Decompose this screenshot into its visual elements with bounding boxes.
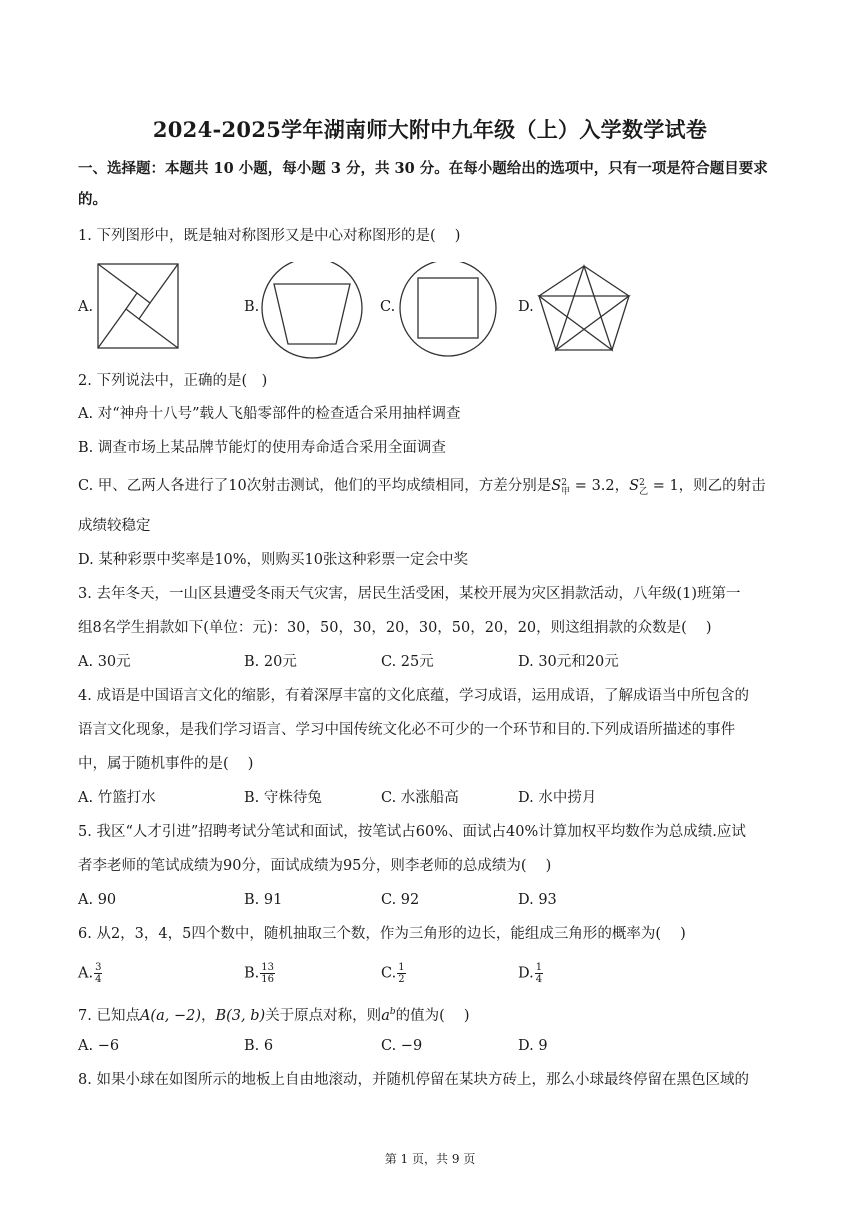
question-6-option-b (244, 962, 275, 985)
variance-value-1: = 3.2， (570, 478, 630, 494)
power-exponent: b (389, 1007, 396, 1017)
question-7-stem (78, 1002, 782, 1026)
question-7-option-b: B. 6 (244, 1038, 274, 1054)
question-4-option-c: C. 水涨船高 (381, 790, 459, 806)
option-d-label: D. (518, 299, 534, 315)
option-c-label: C. (380, 299, 396, 315)
subscript-jia: 甲 (561, 487, 571, 497)
question-8-line-1: 8. 如果小球在如图所示的地板上自由地滚动，并随机停留在某块方砖上，那么小球最终停留在黑色区域的 (78, 1072, 749, 1088)
stem-part: 的值为( ) (395, 1007, 470, 1024)
section-heading-cont: 的。 (78, 191, 107, 208)
question-7-option-d: D. 9 (518, 1038, 548, 1054)
question-5-option-c: C. 92 (381, 892, 420, 908)
question-3-line-1: 3. 去年冬天，一山区县遭受冬雨天气灾害，居民生活受困，某校开展为灾区捐款活动，八年级(1)班第一 (78, 586, 741, 602)
denominator: 16 (261, 974, 274, 985)
question-5-option-a: A. 90 (78, 892, 117, 908)
page-footer: 第 1 页，共 9 页 (384, 1152, 476, 1166)
question-6-option-a (78, 962, 102, 985)
option-a-label: A. (78, 299, 94, 315)
question-2-option-c-cont: 成绩较稳定 (78, 518, 151, 534)
subscript-yi: 乙 (639, 487, 649, 497)
question-5-line-1: 5. 我区“人才引进”招聘考试分笔试和面试，按笔试占60%、面试占40%计算加权平均数作为总成绩.应试 (78, 824, 746, 840)
question-6-option-c (381, 962, 406, 985)
stem-part: 7. 已知点 (78, 1007, 140, 1024)
option-label: D. (518, 965, 534, 982)
question-1-stem: 1. 下列图形中，既是轴对称图形又是中心对称图形的是( ) (78, 228, 461, 244)
variance-symbol-2: S (629, 478, 640, 494)
variance-symbol: S (551, 478, 562, 494)
separator: ， (200, 1007, 216, 1024)
fraction (260, 962, 275, 985)
question-3-line-2: 组8名学生捐款如下(单位：元)：30，50，30，20，30，50，20，20，则这组捐款的众数是( ) (78, 620, 712, 636)
fraction (94, 962, 102, 985)
question-6-stem: 6. 从2，3，4，5四个数中，随机抽取三个数，作为三角形的边长，能组成三角形的概率为( ) (78, 926, 686, 942)
trapezoid-in-circle-figure (260, 262, 364, 366)
option-label: B. (244, 965, 260, 982)
question-2-option-b: B. 调查市场上某品牌节能灯的使用寿命适合采用全面调查 (78, 440, 446, 456)
option-label: C. (381, 965, 397, 982)
question-5-option-d: D. 93 (518, 892, 557, 908)
question-3-option-b: B. 20元 (244, 654, 297, 670)
question-2-stem: 2. 下列说法中，正确的是( ) (78, 373, 268, 389)
question-4-line-3: 中，属于随机事件的是( ) (78, 756, 254, 772)
question-4-option-d: D. 水中捞月 (518, 790, 597, 806)
page-title: 2024-2025学年湖南师大附中九年级（上）入学数学试卷 (152, 117, 708, 142)
option-c-text: C. 甲、乙两人各进行了10次射击测试，他们的平均成绩相同，方差分别是 (78, 478, 552, 494)
question-2-option-a: A. 对“神舟十八号”载人飞船零部件的检查适合采用抽样调查 (78, 406, 461, 422)
variance-value-2: = 1，则乙的射击 (648, 478, 766, 494)
numerator: 3 (95, 962, 102, 973)
numerator: 1 (398, 962, 405, 973)
denominator: 4 (95, 974, 102, 985)
fraction (397, 962, 405, 985)
question-4-line-1: 4. 成语是中国语言文化的缩影，有着深厚丰富的文化底蕴，学习成语，运用成语，了解成语当中所包含的 (78, 688, 749, 704)
question-7-option-a: A. −6 (78, 1038, 120, 1054)
section-heading: 一、选择题：本题共 10 小题，每小题 3 分，共 30 分。在每小题给出的选项中，只有一项是符合题目要求 (78, 160, 768, 177)
question-7-option-c: C. −9 (381, 1038, 423, 1054)
numerator: 13 (261, 962, 274, 973)
square-in-circle-figure (398, 262, 498, 362)
power-base: a (381, 1007, 390, 1024)
question-3-option-d: D. 30元和20元 (518, 654, 619, 670)
point-b: B(3, b) (215, 1007, 266, 1024)
question-2-option-c: C. 甲、乙两人各进行了10次射击测试，他们的平均成绩相同，方差分别是S 2 甲 = 3.2，S 2 乙 = 1，则乙的射击 (78, 478, 766, 497)
stem-part: 关于原点对称，则 (265, 1007, 382, 1024)
denominator: 4 (535, 974, 543, 985)
question-1-figures (78, 262, 798, 354)
question-3-option-a: A. 30元 (78, 654, 131, 670)
point-a: A(a, −2) (139, 1007, 201, 1024)
fraction (535, 962, 543, 985)
pinwheel-square-figure (96, 262, 180, 350)
question-2-option-d: D. 某种彩票中奖率是10%，则购买10张这种彩票一定会中奖 (78, 552, 469, 568)
option-label: A. (78, 965, 94, 982)
question-5-option-b: B. 91 (244, 892, 283, 908)
question-4-option-b: B. 守株待兔 (244, 790, 322, 806)
numerator: 1 (535, 962, 543, 973)
star-in-pentagon-figure (534, 262, 634, 358)
question-5-line-2: 者李老师的笔试成绩为90分，面试成绩为95分，则李老师的总成绩为( ) (78, 858, 552, 874)
question-6-option-d (518, 962, 543, 985)
question-4-option-a: A. 竹篮打水 (78, 790, 156, 806)
question-3-option-c: C. 25元 (381, 654, 434, 670)
option-b-label: B. (244, 299, 260, 315)
denominator: 2 (398, 974, 405, 985)
question-4-line-2: 语言文化现象，是我们学习语言、学习中国传统文化必不可少的一个环节和目的.下列成语所描述的事件 (78, 722, 736, 738)
